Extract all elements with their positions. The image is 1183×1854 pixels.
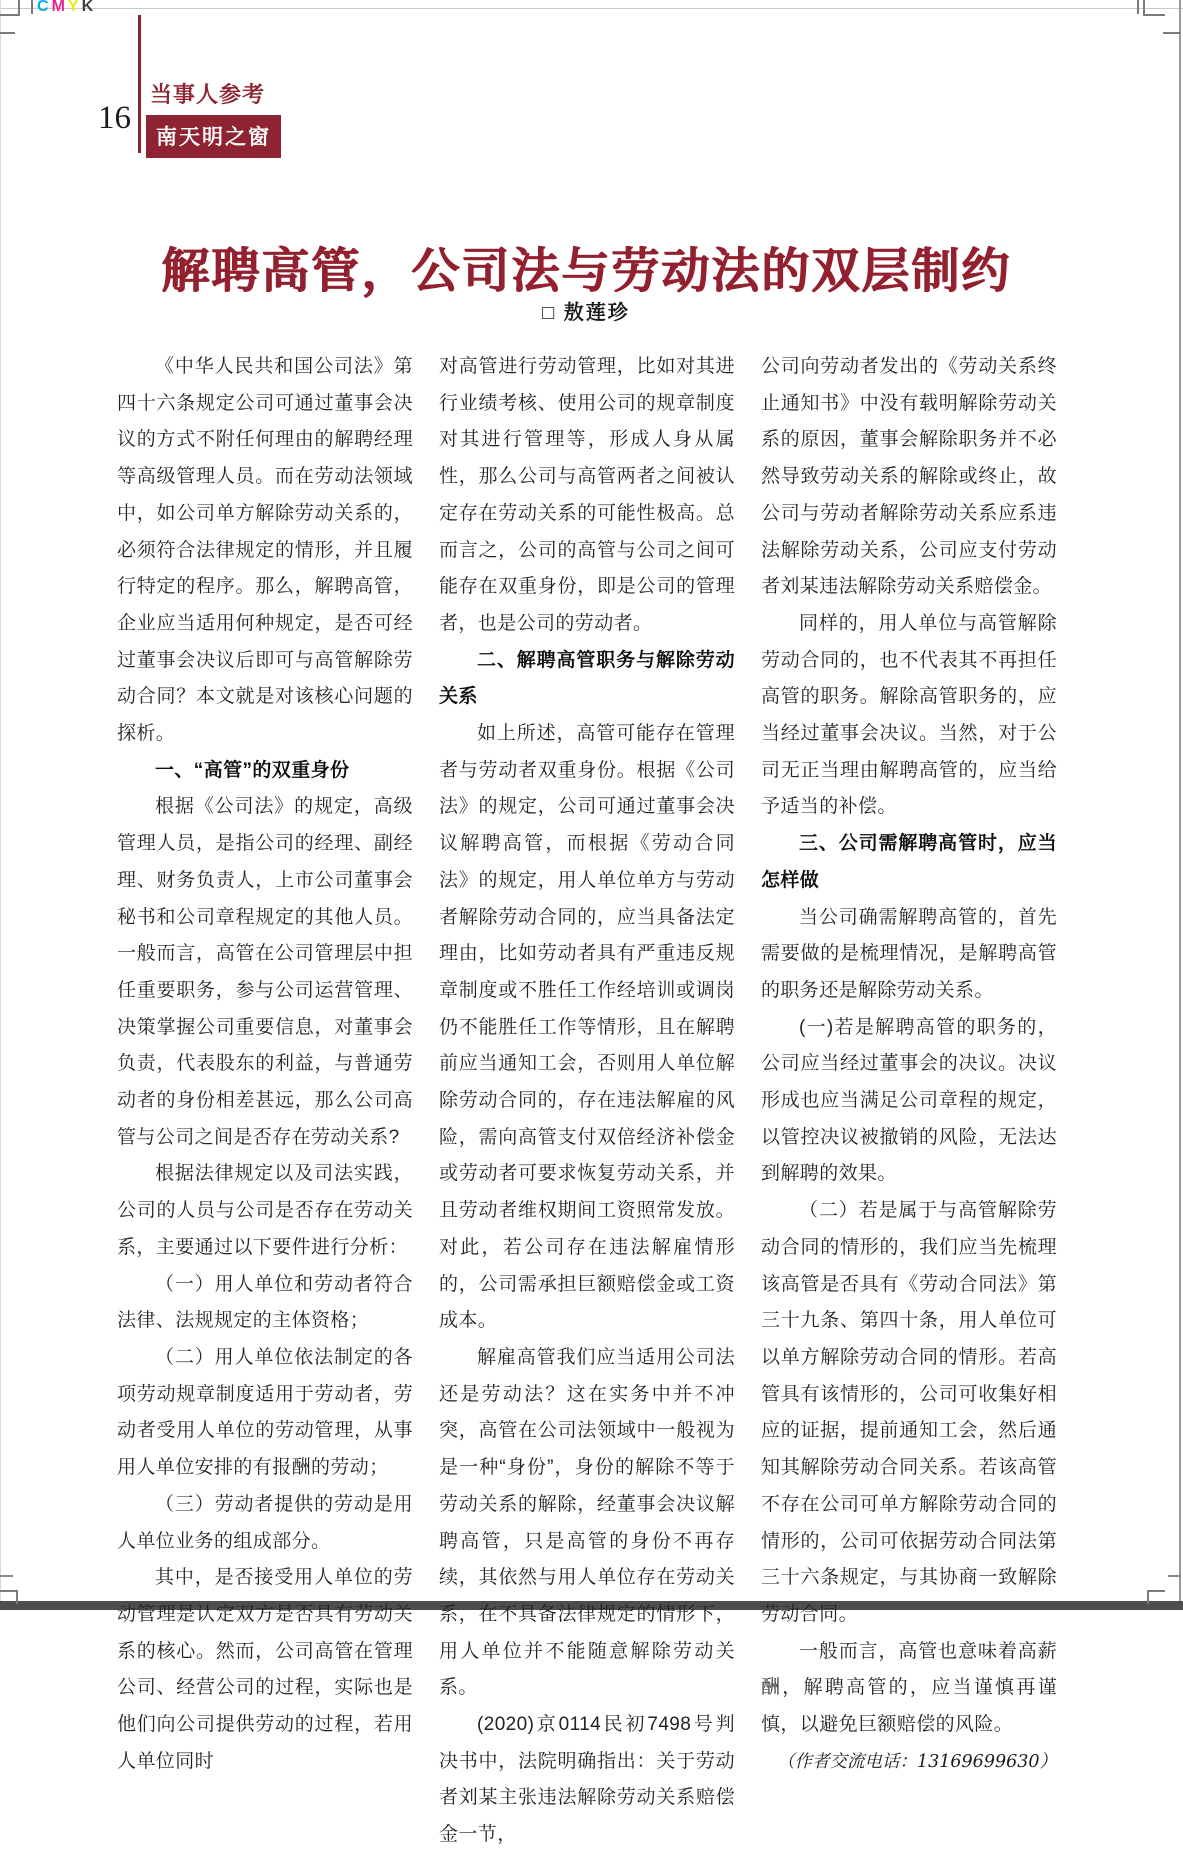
section-label: 当事人参考: [150, 82, 266, 107]
article-column-3: [761, 349, 1057, 1854]
paragraph: （一）用人单位和劳动者符合法律、法规规定的主体资格；: [117, 1273, 413, 1332]
article-column-1: [117, 349, 413, 1854]
crop-mark-top-right-tick-icon: [1137, 0, 1139, 14]
crop-mark-right-tick-icon: [1163, 32, 1181, 34]
article-column-2: [439, 349, 735, 1854]
author-contact-note: （作者交流电话：13169699630）: [777, 1751, 1057, 1772]
paragraph: (2020)京0114民初7498号判决书中，法院明确指出：关于劳动者刘某主张违法解除劳动关系赔偿金一节，: [439, 1714, 735, 1846]
crop-mark-top-right-icon: [1143, 0, 1165, 16]
paragraph: 根据《公司法》的规定，高级管理人员，是指公司的经理、副经理、财务负责人，上市公司董事会秘书和公司章程规定的其他人员。一般而言，高管在公司管理层中担任重要职务，参与公司运营管理、决策掌握公司重要信息，对董事会负责，代表股东的利益，与普通劳动者的身份相差甚远，那么公司高管与公司之间是否存在劳动关系?: [117, 796, 413, 1148]
crop-mark-bottom-right-icon: [1147, 1590, 1165, 1604]
cmyk-letter-c: C: [37, 0, 52, 15]
paragraph: （二）用人单位依法制定的各项劳动规章制度适用于劳动者，劳动者受用人单位的劳动管理，从事用人单位安排的有报酬的劳动；: [117, 1346, 413, 1479]
paragraph: 公司向劳动者发出的《劳动关系终止通知书》中没有载明解除劳动关系的原因，董事会解除职务并不必然导致劳动关系的解除或终止，故公司与劳动者解除劳动关系应系违法解除劳动关系，公司应支付劳动者刘某违法解除劳动关系赔偿金。: [761, 356, 1057, 598]
page-left-edge: [0, 0, 1, 1610]
crop-mark-top-left-tick-icon: [31, 0, 33, 14]
page-number: 16: [98, 100, 131, 136]
paragraph: （三）劳动者提供的劳动是用人单位业务的组成部分。: [117, 1493, 413, 1552]
article-title: 解聘高管，公司法与劳动法的双层制约: [160, 245, 1011, 299]
crop-mark-bottom-left-tick-icon: [0, 1575, 13, 1577]
paragraph: 当公司确需解聘高管的，首先需要做的是梳理情况，是解聘高管的职务还是解除劳动关系。: [761, 906, 1057, 1001]
cmyk-letter-m: M: [51, 0, 68, 15]
paragraph: 同样的，用人单位与高管解除劳动合同的，也不代表其不再担任高管的职务。解除高管职务的，应当经过董事会决议。当然，对于公司无正当理由解聘高管的，应当给予适当的补偿。: [761, 612, 1057, 818]
page-top-edge: [0, 8, 1183, 9]
masthead-rule: [138, 15, 141, 153]
paragraph: （二）若是属于与高管解除劳动合同的情形的，我们应当先梳理该高管是否具有《劳动合同法》第三十九条、第四十条，用人单位可以单方解除劳动合同的情形。若高管具有该情形的，公司可收集好相应的证据，提前通知工会，然后通知其解除劳动合同关系。若该高管不存在公司可单方解除劳动合同的情形的，公司可依据劳动合同法第三十六条规定，与其协商一致解除劳动合同。: [761, 1200, 1057, 1625]
page-right-edge: [1179, 0, 1181, 1610]
crop-mark-left-tick-icon: [0, 32, 15, 34]
crop-mark-bottom-right-tick-icon: [1168, 1575, 1181, 1577]
paragraph: (一)若是解聘高管的职务的，公司应当经过董事会的决议。决议形成也应当满足公司章程的规定，以管控决议被撤销的风险，无法达到解聘的效果。: [761, 1016, 1057, 1185]
paragraph: 其中，是否接受用人单位的劳动管理是认定双方是否具有劳动关系的核心。然而，公司高管在管理公司、经营公司的过程，实际也是他们向公司提供劳动的过程，若用人单位同时: [117, 1567, 413, 1772]
section-heading: 一、“高管”的双重身份: [155, 759, 350, 781]
paragraph: 解雇高管我们应当适用公司法还是劳动法？这在实务中并不冲突，高管在公司法领域中一般视为是一种“身份”，身份的解除不等于劳动关系的解除，经董事会决议解聘高管，只是高管的身份不再存续，其依然与用人单位存在劳动关系，在不具备法律规定的情形下，用人单位并不能随意解除劳动关系。: [439, 1346, 735, 1699]
paragraph: 如上所述，高管可能存在管理者与劳动者双重身份。根据《公司法》的规定，公司可通过董事会决议解聘高管，而根据《劳动合同法》的规定，用人单位单方与劳动者解除劳动合同的，应当具备法定理由，比如劳动者具有严重违反规章制度或不胜任工作经培训或调岗仍不能胜任工作等情形，且在解聘前应当通知工会，否则用人单位解除劳动合同的，存在违法解雇的风险，需向高管支付双倍经济补偿金或劳动者可要求恢复劳动关系，并且劳动者维权期间工资照常发放。对此，若公司存在违法解雇情形的，公司需承担巨额赔偿金或工资成本。: [439, 723, 735, 1332]
cmyk-letter-y: Y: [67, 0, 82, 15]
article-author: □ 敖莲珍: [542, 302, 630, 324]
paragraph: 一般而言，高管也意味着高薪酬，解聘高管的，应当谨慎再谨慎，以避免巨额赔偿的风险。: [761, 1640, 1057, 1736]
cmyk-registration-marks: [37, 0, 96, 16]
paragraph: 对高管进行劳动管理，比如对其进行业绩考核、使用公司的规章制度对其进行管理等，形成人身从属性，那么公司与高管两者之间被认定存在劳动关系的可能性极高。总而言之，公司的高管与公司之间可能存在双重身份，即是公司的管理者，也是公司的劳动者。: [439, 356, 735, 634]
cmyk-letter-k: K: [81, 0, 97, 15]
section-heading: 三、公司需解聘高管时，应当怎样做: [761, 833, 1057, 891]
crop-mark-bottom-left-icon: [0, 1590, 18, 1604]
crop-mark-top-left-icon: [0, 0, 20, 16]
paragraph: 《中华人民共和国公司法》第四十六条规定公司可通过董事会决议的方式不附任何理由的解聘经理等高级管理人员。而在劳动法领域中，如公司单方解除劳动关系的，必须符合法律规定的情形，并且履行特定的程序。那么，解聘高管，企业应当适用何种规定，是否可经过董事会决议后即可与高管解除劳动合同？本文就是对该核心问题的探析。: [117, 356, 413, 745]
column-badge: 南天明之窗: [146, 115, 281, 158]
paragraph: 根据法律规定以及司法实践，公司的人员与公司是否存在劳动关系，主要通过以下要件进行分析：: [117, 1163, 413, 1258]
article-columns: [117, 349, 1058, 1854]
section-heading: 二、解聘高管职务与解除劳动关系: [439, 649, 735, 708]
